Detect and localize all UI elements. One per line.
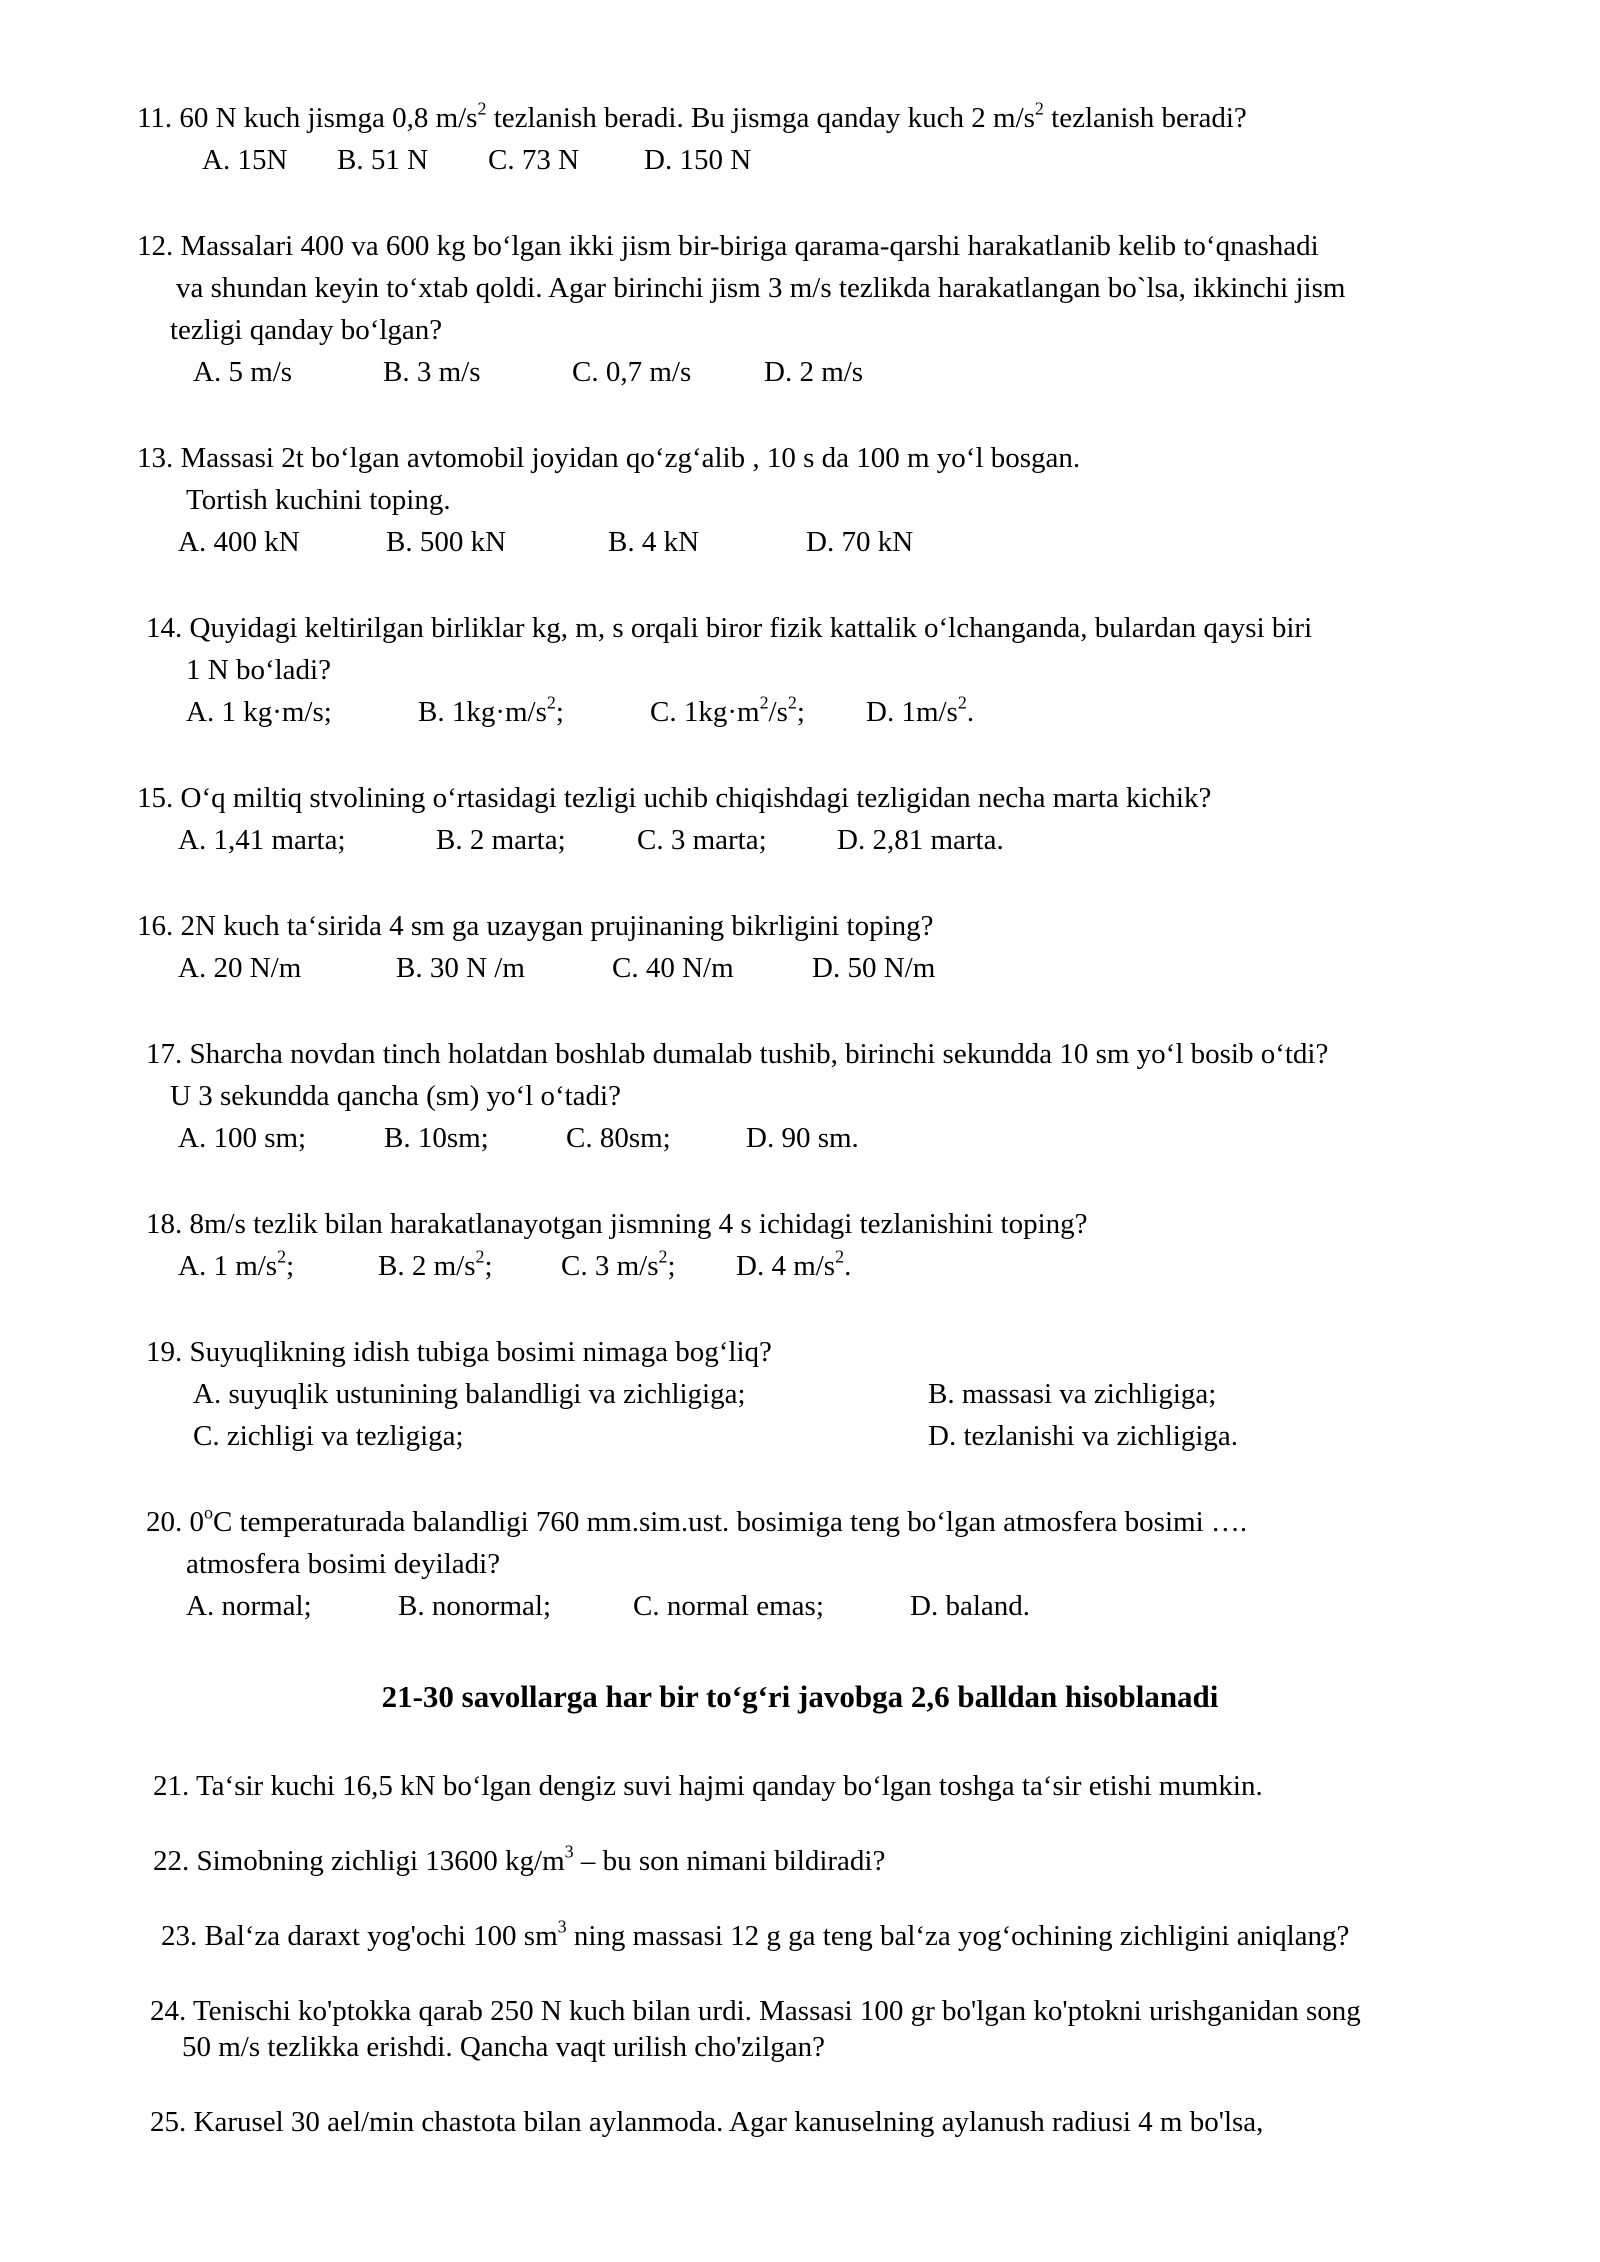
question-text: 19. Suyuqlikning idish tubiga bosimi nimaga bog‘liq?: [146, 1336, 772, 1368]
question-text: 50 m/s tezlikka erishdi. Qancha vaqt urilish cho'zilgan?: [182, 2031, 826, 2063]
option-a: A. 1 $m/s^2$;: [178, 1246, 295, 1282]
option-c: C. 80sm;: [566, 1122, 671, 1154]
option-b: B. 500 kN: [386, 526, 507, 558]
option-b: B. 51 N: [337, 144, 429, 176]
option-a: A. suyuqlik ustunining balandligi va zichligiga;: [193, 1378, 746, 1410]
question-text: 11. 60 N kuch jismga 0,8 $m/s^2$ tezlanish beradi. Bu jismga qanday kuch 2 $m/s^2$ tezlanish beradi?: [137, 98, 1247, 134]
question-text: va shundan keyin to‘xtab qoldi. Agar birinchi jism 3 m/s tezlikda harakatlangan bo`lsa, ikkinchi jism: [176, 272, 1346, 304]
option-b: B. 3 m/s: [383, 356, 481, 388]
option-b: B. 10sm;: [384, 1122, 489, 1154]
option-a: A. normal;: [186, 1590, 312, 1622]
question-text: Tortish kuchini toping.: [186, 484, 451, 516]
option-c: C. zichligi va tezligiga;: [193, 1420, 464, 1452]
question-text: 14. Quyidagi keltirilgan birliklar kg, m, s orqali biror fizik kattalik o‘lchanganda, bulardan qaysi biri: [146, 612, 1313, 644]
option-d: D. 2,81 marta.: [837, 824, 1004, 856]
option-c: C. 3 marta;: [637, 824, 767, 856]
option-b: B. 30 N /m: [396, 952, 525, 984]
option-b: B. 2 marta;: [436, 824, 566, 856]
option-c: B. 4 kN: [608, 526, 700, 558]
question-text: 13. Massasi 2t bo‘lgan avtomobil joyidan qo‘zg‘alib , 10 s da 100 m yo‘l bosgan.: [137, 442, 1081, 474]
option-a: A. 15N: [202, 144, 288, 176]
option-a: A. 1 kg·m/s;: [186, 696, 332, 728]
question-text: 24. Tenischi ko'ptokka qarab 250 N kuch bilan urdi. Massasi 100 gr bo'lgan ko'ptokni urishganidan song: [150, 1995, 1361, 2027]
option-d: D. 150 N: [644, 144, 752, 176]
option-d: D. tezlanishi va zichligiga.: [928, 1420, 1239, 1452]
question-text: U 3 sekundda qancha (sm) yo‘l o‘tadi?: [170, 1080, 621, 1112]
option-a: A. 1,41 marta;: [178, 824, 346, 856]
question-text: 25. Karusel 30 ael/min chastota bilan aylanmoda. Agar kanuselning aylanush radiusi 4 m bo'lsa,: [150, 2106, 1264, 2138]
option-b: B. nonormal;: [398, 1590, 552, 1622]
option-d: D. 4 $m/s^2$.: [736, 1246, 852, 1282]
option-c: C. $1kg\cdot m^2/s^2$;: [650, 692, 805, 728]
option-b: B. 2 $m/s^2$;: [378, 1246, 493, 1282]
question-text: 21. Ta‘sir kuchi 16,5 kN bo‘lgan dengiz suvi hajmi qanday bo‘lgan toshga ta‘sir etishi mumkin.: [153, 1770, 1263, 1802]
option-d: D. 50 N/m: [812, 952, 936, 984]
option-a: A. 5 m/s: [193, 356, 293, 388]
option-d: D. 90 sm.: [746, 1122, 859, 1154]
option-d: D. $1m/s^2$.: [866, 692, 975, 728]
option-a: A. 100 sm;: [178, 1122, 307, 1154]
option-d: D. 70 kN: [806, 526, 914, 558]
option-b: B. $1kg\cdot m/s^2$;: [418, 692, 564, 728]
question-text: 18. 8m/s tezlik bilan harakatlanayotgan jismning 4 s ichidagi tezlanishini toping?: [146, 1208, 1088, 1240]
question-text: tezligi qanday bo‘lgan?: [170, 314, 443, 346]
option-c: C. 0,7 m/s: [572, 356, 692, 388]
option-a: A. 20 N/m: [178, 952, 302, 984]
question-text: 17. Sharcha novdan tinch holatdan boshlab dumalab tushib, birinchi sekundda 10 sm yo‘l bosib o‘tdi?: [146, 1038, 1329, 1070]
question-text: atmosfera bosimi deyiladi?: [186, 1548, 501, 1580]
question-text: 23. Bal‘za daraxt yog'ochi 100 $sm^3$ ning massasi 12 g ga teng bal‘za yog‘ochining zichligini aniqlang?: [161, 1916, 1350, 1952]
option-c: C. 40 N/m: [612, 952, 734, 984]
question-text: 16. 2N kuch ta‘sirida 4 sm ga uzaygan prujinaning bikrligini toping?: [137, 910, 934, 942]
option-d: D. 2 m/s: [764, 356, 864, 388]
question-text: 22. Simobning zichligi 13600 $kg/m^3$ – bu son nimani bildiradi?: [153, 1841, 886, 1877]
option-b: B. massasi va zichligiga;: [928, 1378, 1217, 1410]
question-text: 12. Massalari 400 va 600 kg bo‘lgan ikki jism bir-biriga qarama-qarshi harakatlanib kelib to‘qnashadi: [137, 230, 1319, 262]
option-c: C. 3 $m/s^2$;: [561, 1246, 676, 1282]
option-d: D. baland.: [910, 1590, 1030, 1622]
question-text: 20. 0$^o$C temperaturada balandligi 760 mm.sim.ust. bosimiga teng bo‘lgan atmosfera bosimi ….: [146, 1502, 1248, 1538]
question-text: 15. O‘q miltiq stvolining o‘rtasidagi tezligi uchib chiqishdagi tezligidan necha marta kichik?: [137, 782, 1212, 814]
option-a: A. 400 kN: [178, 526, 300, 558]
question-text: 1 N bo‘ladi?: [186, 654, 331, 686]
option-c: C. 73 N: [488, 144, 580, 176]
option-c: C. normal emas;: [633, 1590, 824, 1622]
section-heading: 21-30 savollarga har bir to‘g‘ri javobga 2,6 balldan hisoblanadi: [381, 1679, 1219, 1714]
